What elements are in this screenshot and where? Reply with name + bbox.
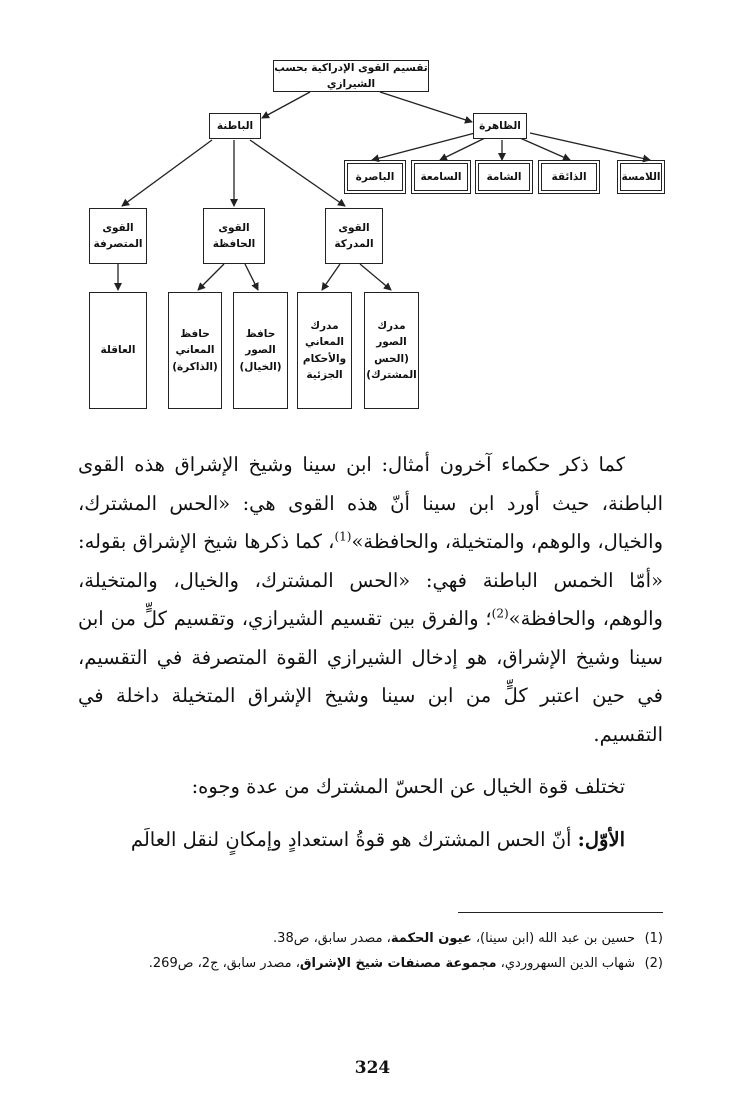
arrow-internal-acting	[122, 140, 212, 206]
footnote-2	[78, 951, 663, 976]
classification-diagram	[0, 0, 745, 420]
body-text	[78, 446, 663, 859]
arrow-perceiving-forms	[360, 264, 391, 290]
node-root: تقسيم القوى الإدراكية بحسب الشيرازي	[274, 61, 428, 90]
footnote-1-author: حسين بن عبد الله (ابن سينا)،	[471, 931, 635, 946]
footnote-2-author: شهاب الدين السهروردي،	[496, 956, 635, 971]
arrow-root-external	[380, 92, 472, 122]
arrow-external-touch	[530, 133, 650, 160]
paragraph-1-part-b: ، كما ذكرها شيخ الإشراق بقوله: «أمّا الخمس الباطنة فهي: «الحس المشترك، والخيال، والمتخيلة، والوهم، والحافظة»	[78, 530, 663, 630]
footnote-1	[78, 926, 663, 951]
node-acting-faculties: القوى المتصرفة	[89, 208, 147, 264]
node-preserver-of-forms: حافظ الصور (الخيال)	[233, 292, 288, 409]
node-preserver-of-meanings: حافظ المعاني (الذاكرة)	[168, 292, 222, 409]
node-perceiving-faculties: القوى المدركة	[325, 208, 383, 264]
paragraph-2: تختلف قوة الخيال عن الحسّ المشترك من عدة وجوه:	[191, 775, 625, 798]
footnote-2-source: ، مصدر سابق، ج2، ص269.	[148, 956, 300, 971]
footnote-divider	[458, 912, 663, 913]
footnote-1-number: (1)	[644, 931, 663, 946]
arrow-perceiving-meanings	[322, 264, 340, 290]
arrow-external-hearing	[440, 138, 485, 160]
arrow-external-sight	[372, 133, 475, 160]
node-sense-sight: الباصرة	[347, 163, 403, 191]
arrow-external-taste	[520, 138, 570, 160]
arrow-preserving-meanings	[198, 264, 224, 290]
node-perceiver-of-meanings: مدرك المعاني والأحكام الجزئية	[297, 292, 352, 409]
footnotes	[78, 926, 663, 976]
node-intellect: العاقلة	[89, 292, 147, 409]
arrow-internal-perceiving	[250, 140, 345, 206]
node-preserving-faculties: القوى الحافظة	[203, 208, 265, 264]
node-sense-hearing: السامعة	[414, 163, 468, 191]
footnote-ref-2: (2)	[491, 606, 509, 621]
footnote-2-number: (2)	[644, 956, 663, 971]
node-external: الظاهرة	[473, 113, 527, 139]
footnote-1-title: عيون الحكمة	[390, 931, 472, 946]
node-perceiver-of-forms: مدرك الصور (الحس المشترك)	[364, 292, 419, 409]
paragraph-3-lead: الأوّل:	[577, 827, 625, 851]
paragraph-1-part-a: كما ذكر حكماء آخرون أمثال: ابن سينا وشيخ الإشراق هذه القوى الباطنة، حيث أورد ابن سينا أنّ هذه القوى هي: «الحس المشترك، والخيال، والوهم، والمتخيلة، والحافظة»	[78, 453, 663, 553]
footnote-2-title: مجموعة مصنفات شيخ الإشراق	[299, 956, 497, 971]
node-internal: الباطنة	[209, 113, 261, 139]
paragraph-1	[78, 446, 663, 754]
paragraph-3	[78, 821, 663, 860]
paragraph-1-part-c: ؛ والفرق بين تقسيم الشيرازي، وتقسيم كلٍّ من ابن سينا وشيخ الإشراق، هو إدخال الشيرازي القوة المتصرفة في التقسيم، في حين اعتبر كلٍّ من ابن سينا وشيخ الإشراق المتخيلة داخلة في التقسيم.	[78, 607, 663, 746]
page-number: 324	[354, 1058, 391, 1078]
footnote-1-source: ، مصدر سابق، ص38.	[273, 931, 391, 946]
arrow-root-internal	[262, 92, 310, 118]
node-sense-touch: اللامسة	[620, 163, 662, 191]
footnote-ref-1: (1)	[334, 529, 352, 544]
arrow-preserving-forms	[245, 264, 258, 290]
node-sense-smell: الشامة	[478, 163, 530, 191]
node-sense-taste: الذائقة	[541, 163, 597, 191]
paragraph-3-text: أنّ الحس المشترك هو قوةُ استعدادٍ وإمكانٍ لنقل العالَم	[130, 827, 578, 851]
